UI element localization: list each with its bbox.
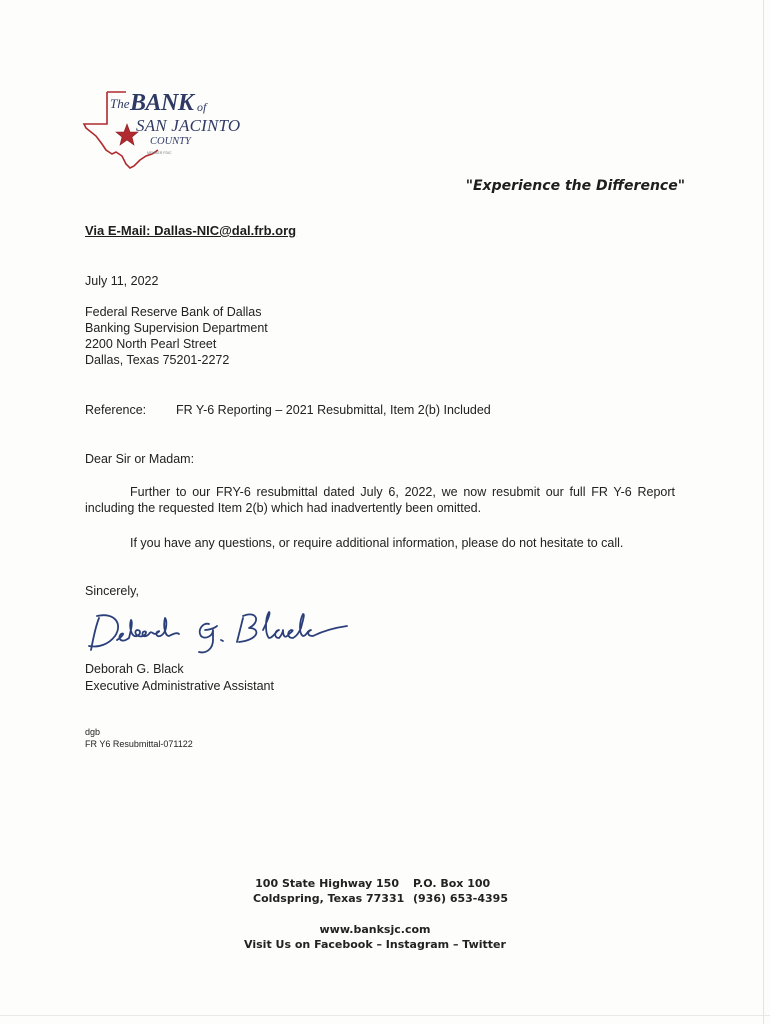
- file-reference: FR Y6 Resubmittal-071122: [85, 739, 193, 749]
- signer-title: Executive Administrative Assistant: [85, 679, 274, 693]
- reference-text: FR Y-6 Reporting – 2021 Resubmittal, Item 2(b) Included: [176, 403, 491, 417]
- closing: Sincerely,: [85, 584, 139, 598]
- recipient-address: [85, 304, 268, 368]
- footer-phone[interactable]: (936) 653-4395: [413, 892, 508, 905]
- typist-initials-block: [85, 726, 193, 750]
- recipient-line: Banking Supervision Department: [85, 321, 268, 335]
- logo-fine-print: MEMBER FDIC: [147, 151, 172, 155]
- footer-website[interactable]: www.banksjc.com: [319, 923, 431, 936]
- reference-label: Reference:: [85, 403, 147, 417]
- logo-county: COUNTY: [150, 136, 191, 147]
- signer-name: Deborah G. Black: [85, 662, 184, 676]
- reference-line: [85, 402, 491, 418]
- body-paragraph-2: If you have any questions, or require additional information, please do not hesitate to call.: [130, 536, 624, 550]
- star-icon: [116, 124, 138, 145]
- bank-logo: [80, 88, 270, 178]
- logo-of: of: [197, 100, 207, 114]
- body-paragraph-1: [85, 484, 675, 516]
- logo-the: The: [110, 96, 130, 111]
- typist-initials: dgb: [85, 727, 101, 737]
- tagline: "Experience the Difference": [465, 178, 685, 194]
- footer-address-2: Coldspring, Texas 77331: [253, 892, 405, 905]
- scan-bottom-edge: [0, 1015, 770, 1016]
- recipient-line: Federal Reserve Bank of Dallas: [85, 305, 262, 319]
- recipient-line: Dallas, Texas 75201-2272: [85, 353, 230, 367]
- via-email-line[interactable]: Via E-Mail: Dallas-NIC@dal.frb.org: [85, 223, 297, 238]
- scan-edge: [763, 0, 764, 1024]
- salutation: Dear Sir or Madam:: [85, 452, 195, 466]
- paragraph-1-text: Further to our FRY-6 resubmittal dated July 6, 2022, we now resubmit our full FR Y-6 Report including the requested Item 2(b) which had inadvertently been omitted.: [85, 485, 675, 515]
- logo-san-jacinto: SAN JACINTO: [136, 116, 241, 135]
- letter-date: July 11, 2022: [85, 274, 159, 288]
- signer-block: [85, 661, 274, 695]
- recipient-line: 2200 North Pearl Street: [85, 337, 217, 351]
- handwritten-signature: [85, 600, 355, 662]
- footer-po-box: P.O. Box 100: [413, 877, 491, 890]
- footer-social[interactable]: Visit Us on Facebook – Instagram – Twitter: [244, 938, 506, 951]
- logo-bank: BANK: [130, 90, 194, 116]
- footer-address-1: 100 State Highway 150: [255, 877, 399, 890]
